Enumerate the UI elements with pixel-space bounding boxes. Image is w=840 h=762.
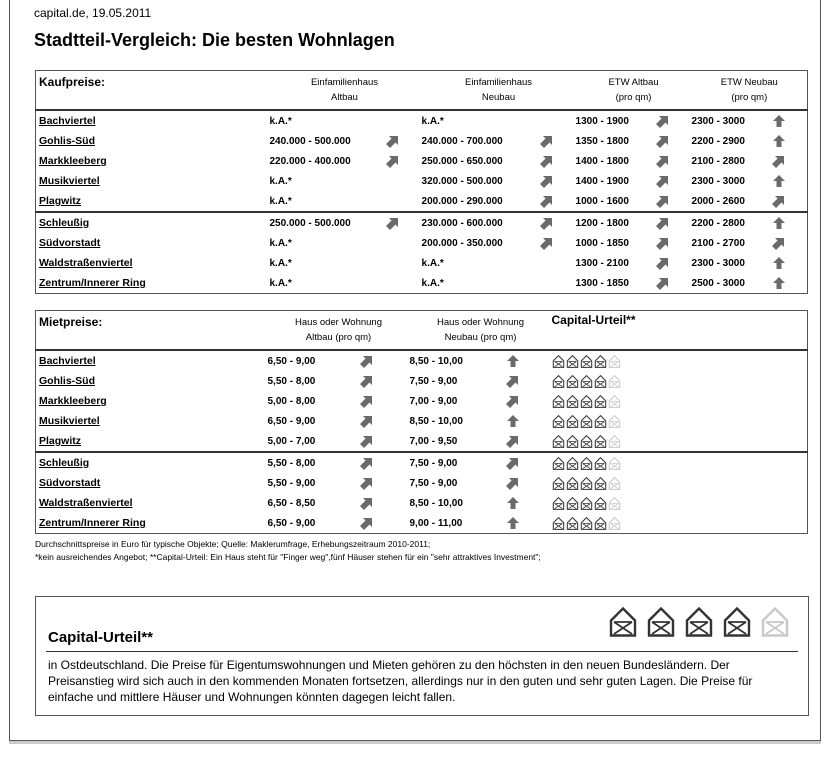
price-value: 230.000 - 600.000 xyxy=(422,212,540,233)
footnote-legend: *kein ausreichendes Angebot; **Capital-Urteil: Ein Haus steht für "Finger weg",fünf Häuser stehen für ein "sehr attraktives Investment"; xyxy=(35,552,541,562)
district-name: Schleußig xyxy=(36,452,268,473)
house-icon xyxy=(608,477,621,490)
rent-value: 8,50 - 10,00 xyxy=(409,355,463,367)
table-row xyxy=(36,151,808,171)
district-name: Gohlis-Süd xyxy=(39,135,95,147)
trend-cell xyxy=(506,493,552,513)
col-header-etw-altbau: ETW Altbau (pro qm) xyxy=(608,77,659,103)
trend-cell xyxy=(540,131,576,151)
price-value: k.A.* xyxy=(421,277,444,289)
arrow-up-right-icon xyxy=(656,154,670,168)
house-icon xyxy=(552,355,565,368)
house-icon xyxy=(608,517,621,530)
district-name: Bachviertel xyxy=(39,115,96,127)
table-row xyxy=(36,452,808,473)
rent-value: 5,00 - 8,00 xyxy=(267,395,316,407)
house-icon xyxy=(566,355,579,368)
trend-cell xyxy=(506,371,552,391)
rating-cell xyxy=(552,473,808,493)
house-icon xyxy=(594,517,607,530)
trend-cell xyxy=(540,273,576,294)
rent-value: 9,00 - 11,00 xyxy=(409,517,463,529)
rating-cell xyxy=(552,513,808,534)
trend-cell xyxy=(540,233,576,253)
arrow-up-right-icon xyxy=(540,216,554,230)
arrow-up-right-icon xyxy=(656,276,670,290)
trend-cell xyxy=(772,131,808,151)
kaufpreise-table xyxy=(35,70,808,294)
table-row xyxy=(36,431,808,452)
house-icon xyxy=(566,435,579,448)
house-icon xyxy=(608,355,621,368)
rent-value: 6,50 - 9,00 xyxy=(267,517,316,529)
price-value: k.A.* xyxy=(269,257,292,269)
house-icon xyxy=(594,457,607,470)
trend-cell xyxy=(386,233,422,253)
district-name: Südvorstadt xyxy=(39,477,101,489)
footnotes xyxy=(35,538,541,564)
house-icon xyxy=(552,395,565,408)
price-value: 1350 - 1800 xyxy=(575,135,629,147)
arrow-up-right-icon xyxy=(386,134,400,148)
district-name: Schleußig xyxy=(36,212,268,233)
trend-cell xyxy=(656,131,692,151)
arrow-up-right-icon xyxy=(656,114,670,128)
arrow-up-right-icon xyxy=(540,134,554,148)
arrow-up-right-icon xyxy=(506,374,520,388)
trend-cell xyxy=(386,253,422,273)
trend-cell xyxy=(772,191,808,212)
trend-cell xyxy=(656,151,692,171)
house-icon xyxy=(566,517,579,530)
rating-cell xyxy=(552,371,808,391)
house-icon xyxy=(684,607,714,637)
price-value: 200.000 - 290.000 xyxy=(421,195,503,207)
rating-cell xyxy=(552,452,808,473)
price-value: 240.000 - 500.000 xyxy=(269,135,351,147)
house-icon xyxy=(646,607,676,637)
table-row xyxy=(36,411,808,431)
house-icon xyxy=(608,607,638,637)
arrow-up-right-icon xyxy=(506,456,520,470)
arrow-up-icon xyxy=(506,354,520,368)
district-name: Südvorstadt xyxy=(39,237,101,249)
price-value: 2100 - 2700 xyxy=(691,237,745,249)
house-icon xyxy=(580,415,593,428)
house-icon xyxy=(552,517,565,530)
price-value: k.A.* xyxy=(269,175,292,187)
price-value: 250.000 - 500.000 xyxy=(268,212,386,233)
price-value: 2000 - 2600 xyxy=(691,195,745,207)
capital-urteil-title: Capital-Urteil** xyxy=(48,629,154,646)
district-name: Markkleeberg xyxy=(39,155,107,167)
house-icon xyxy=(594,477,607,490)
house-icon xyxy=(552,375,565,388)
price-value: 220.000 - 400.000 xyxy=(269,155,351,167)
price-value: k.A.* xyxy=(269,115,292,127)
arrow-up-right-icon xyxy=(656,236,670,250)
arrow-up-icon xyxy=(772,216,786,230)
trend-cell xyxy=(386,212,422,233)
divider xyxy=(46,651,798,652)
trend-cell xyxy=(656,110,692,131)
house-icon xyxy=(608,395,621,408)
district-name: Musikviertel xyxy=(39,175,100,187)
mietpreise-label: Mietpreise: xyxy=(39,315,103,329)
arrow-up-icon xyxy=(506,496,520,510)
trend-cell xyxy=(656,273,692,294)
rating-cell xyxy=(552,350,808,371)
capital-urteil-box xyxy=(35,596,809,716)
trend-cell xyxy=(360,391,410,411)
arrow-up-right-icon xyxy=(656,174,670,188)
trend-cell xyxy=(506,391,552,411)
trend-cell xyxy=(506,513,552,534)
table-row xyxy=(36,273,808,294)
arrow-up-right-icon xyxy=(656,134,670,148)
arrow-up-icon xyxy=(506,414,520,428)
trend-cell xyxy=(656,191,692,212)
rent-value: 8,50 - 10,00 xyxy=(409,415,463,427)
col-header-etw-neubau: ETW Neubau (pro qm) xyxy=(720,77,778,103)
price-value: k.A.* xyxy=(421,257,444,269)
arrow-up-right-icon xyxy=(360,414,374,428)
trend-cell xyxy=(506,431,552,452)
trend-cell xyxy=(386,151,422,171)
rent-value: 6,50 - 8,50 xyxy=(267,497,316,509)
district-name: Gohlis-Süd xyxy=(39,375,95,387)
table-row xyxy=(36,513,808,534)
col-header-efh-neubau: Einfamilienhaus Neubau xyxy=(464,77,533,103)
rating-cell xyxy=(552,391,808,411)
price-value: 2200 - 2900 xyxy=(691,135,745,147)
house-icon xyxy=(566,415,579,428)
trend-cell xyxy=(386,273,422,294)
trend-cell xyxy=(656,171,692,191)
trend-cell xyxy=(360,452,410,473)
rent-value: 6,50 - 9,00 xyxy=(267,415,316,427)
trend-cell xyxy=(772,233,808,253)
house-icon xyxy=(594,497,607,510)
house-icon xyxy=(594,415,607,428)
arrow-up-icon xyxy=(772,256,786,270)
arrow-up-icon xyxy=(506,516,520,530)
house-icon xyxy=(566,395,579,408)
district-name: Markkleeberg xyxy=(39,395,107,407)
trend-cell xyxy=(386,171,422,191)
arrow-up-right-icon xyxy=(506,434,520,448)
house-icon xyxy=(608,415,621,428)
price-value: 320.000 - 500.000 xyxy=(421,175,503,187)
house-icon xyxy=(580,517,593,530)
house-icon xyxy=(594,395,607,408)
price-value: 2300 - 3000 xyxy=(691,175,745,187)
rent-value: 5,00 - 7,00 xyxy=(267,435,316,447)
arrow-up-right-icon xyxy=(772,236,786,250)
district-name: Bachviertel xyxy=(39,355,96,367)
trend-cell xyxy=(360,473,410,493)
arrow-up-icon xyxy=(772,114,786,128)
price-value: k.A.* xyxy=(421,115,444,127)
table-row xyxy=(36,391,808,411)
trend-cell xyxy=(656,233,692,253)
arrow-up-icon xyxy=(772,276,786,290)
price-value: 1400 - 1800 xyxy=(575,155,629,167)
table-row xyxy=(36,253,808,273)
trend-cell xyxy=(540,151,576,171)
price-value: 2300 - 3000 xyxy=(691,115,745,127)
house-icon xyxy=(552,497,565,510)
arrow-up-right-icon xyxy=(506,394,520,408)
rating-cell xyxy=(552,431,808,452)
arrow-up-right-icon xyxy=(540,194,554,208)
trend-cell xyxy=(656,212,692,233)
price-value: 240.000 - 700.000 xyxy=(421,135,503,147)
price-value: 250.000 - 650.000 xyxy=(421,155,503,167)
capital-urteil-rating xyxy=(608,607,798,637)
trend-cell xyxy=(386,110,422,131)
price-value: 1000 - 1850 xyxy=(575,237,629,249)
trend-cell xyxy=(772,212,808,233)
house-icon xyxy=(760,607,790,637)
rating-cell xyxy=(552,493,808,513)
house-icon xyxy=(608,375,621,388)
table-row xyxy=(36,191,808,212)
price-value: 1300 - 1900 xyxy=(575,115,629,127)
rent-value: 7,50 - 9,00 xyxy=(410,452,506,473)
district-name: Musikviertel xyxy=(39,415,100,427)
trend-cell xyxy=(540,253,576,273)
district-name: Plagwitz xyxy=(39,195,82,207)
house-icon xyxy=(608,435,621,448)
house-icon xyxy=(552,435,565,448)
house-icon xyxy=(566,497,579,510)
source-date: capital.de, 19.05.2011 xyxy=(34,6,152,20)
arrow-up-right-icon xyxy=(772,194,786,208)
trend-cell xyxy=(772,253,808,273)
house-icon xyxy=(580,355,593,368)
district-name: Waldstraßenviertel xyxy=(39,257,133,269)
trend-cell xyxy=(506,452,552,473)
house-icon xyxy=(594,355,607,368)
house-icon xyxy=(566,375,579,388)
table-row xyxy=(36,131,808,151)
arrow-up-right-icon xyxy=(540,174,554,188)
house-icon xyxy=(580,457,593,470)
trend-cell xyxy=(386,191,422,212)
arrow-up-right-icon xyxy=(360,476,374,490)
price-value: 2200 - 2800 xyxy=(692,212,772,233)
arrow-up-icon xyxy=(772,134,786,148)
arrow-up-right-icon xyxy=(360,496,374,510)
price-value: 1300 - 2100 xyxy=(575,257,629,269)
house-icon xyxy=(552,477,565,490)
trend-cell xyxy=(540,171,576,191)
house-icon xyxy=(722,607,752,637)
arrow-up-right-icon xyxy=(772,154,786,168)
price-value: 1000 - 1600 xyxy=(575,195,629,207)
price-value: k.A.* xyxy=(269,277,292,289)
arrow-up-icon xyxy=(772,174,786,188)
table-row xyxy=(36,493,808,513)
trend-cell xyxy=(360,371,410,391)
arrow-up-right-icon xyxy=(656,194,670,208)
price-value: 2300 - 3000 xyxy=(691,257,745,269)
trend-cell xyxy=(540,212,576,233)
district-name: Waldstraßenviertel xyxy=(39,497,133,509)
district-name: Zentrum/Innerer Ring xyxy=(39,277,146,289)
trend-cell xyxy=(656,253,692,273)
arrow-up-right-icon xyxy=(360,456,374,470)
trend-cell xyxy=(506,473,552,493)
rent-value: 7,50 - 9,00 xyxy=(409,477,458,489)
table-row xyxy=(36,371,808,391)
price-value: k.A.* xyxy=(269,195,292,207)
kaufpreise-label: Kaufpreise: xyxy=(39,75,106,89)
house-icon xyxy=(580,477,593,490)
rent-value: 7,50 - 9,00 xyxy=(409,375,458,387)
price-value: 1300 - 1850 xyxy=(575,277,629,289)
rent-value: 7,00 - 9,50 xyxy=(409,435,458,447)
house-icon xyxy=(580,395,593,408)
price-value: 1400 - 1900 xyxy=(575,175,629,187)
house-icon xyxy=(566,477,579,490)
arrow-up-right-icon xyxy=(656,216,670,230)
trend-cell xyxy=(360,350,410,371)
trend-cell xyxy=(360,493,410,513)
arrow-up-right-icon xyxy=(506,476,520,490)
trend-cell xyxy=(772,110,808,131)
arrow-up-right-icon xyxy=(540,236,554,250)
trend-cell xyxy=(360,513,410,534)
table-row xyxy=(36,110,808,131)
house-icon xyxy=(594,375,607,388)
col-header-miete-altbau: Haus oder Wohnung Altbau (pro qm) xyxy=(295,317,382,343)
trend-cell xyxy=(506,350,552,371)
col-header-efh-altbau: Einfamilienhaus Altbau xyxy=(310,77,379,103)
trend-cell xyxy=(772,273,808,294)
house-icon xyxy=(580,435,593,448)
district-name: Zentrum/Innerer Ring xyxy=(39,517,146,529)
price-value: 200.000 - 350.000 xyxy=(421,237,503,249)
trend-cell xyxy=(540,110,576,131)
trend-cell xyxy=(506,411,552,431)
arrow-up-right-icon xyxy=(360,394,374,408)
house-icon xyxy=(566,457,579,470)
trend-cell xyxy=(360,411,410,431)
trend-cell xyxy=(772,151,808,171)
table-row xyxy=(36,473,808,493)
arrow-up-right-icon xyxy=(360,374,374,388)
arrow-up-right-icon xyxy=(360,516,374,530)
arrow-up-right-icon xyxy=(386,154,400,168)
col-header-miete-neubau: Haus oder Wohnung Neubau (pro qm) xyxy=(437,317,524,343)
rent-value: 5,50 - 9,00 xyxy=(267,477,316,489)
rent-value: 6,50 - 9,00 xyxy=(267,355,316,367)
house-icon xyxy=(594,435,607,448)
arrow-up-right-icon xyxy=(656,256,670,270)
page-title: Stadtteil-Vergleich: Die besten Wohnlagen xyxy=(34,30,395,50)
trend-cell xyxy=(386,131,422,151)
arrow-up-right-icon xyxy=(360,354,374,368)
rent-value: 5,50 - 8,00 xyxy=(267,375,316,387)
house-icon xyxy=(552,457,565,470)
district-name: Plagwitz xyxy=(39,435,82,447)
table-row xyxy=(36,212,808,233)
rating-cell xyxy=(552,411,808,431)
house-icon xyxy=(608,497,621,510)
table-row xyxy=(36,350,808,371)
trend-cell xyxy=(540,191,576,212)
house-icon xyxy=(608,457,621,470)
price-value: 2500 - 3000 xyxy=(691,277,745,289)
capital-urteil-text: in Ostdeutschland. Die Preise für Eigentumswohnungen und Mieten gehören zu den höchsten in den neuen Bundesländern. Der Preisanstieg wird sich auch in den kommenden Monaten fortsetzen, allerdings nur in den guten und sehr guten Lagen. Die Preise für einfache und mittlere Häuser und Wohnungen könnten dagegen leicht fallen. xyxy=(48,658,753,704)
footnote-source: Durchschnittspreise in Euro für typische Objekte; Quelle: Maklerumfrage, Erhebungszeitraum 2010-2011; xyxy=(35,539,431,549)
rent-value: 7,00 - 9,00 xyxy=(409,395,458,407)
arrow-up-right-icon xyxy=(360,434,374,448)
col-header-capital-urteil: Capital-Urteil** xyxy=(551,313,636,327)
arrow-up-right-icon xyxy=(540,154,554,168)
price-value: 1200 - 1800 xyxy=(576,212,656,233)
mietpreise-table xyxy=(35,310,808,534)
trend-cell xyxy=(360,431,410,452)
house-icon xyxy=(580,497,593,510)
arrow-up-right-icon xyxy=(386,216,400,230)
house-icon xyxy=(552,415,565,428)
price-value: k.A.* xyxy=(269,237,292,249)
rent-value: 5,50 - 8,00 xyxy=(268,452,360,473)
rent-value: 8,50 - 10,00 xyxy=(409,497,463,509)
table-row xyxy=(36,233,808,253)
house-icon xyxy=(580,375,593,388)
trend-cell xyxy=(772,171,808,191)
table-row xyxy=(36,171,808,191)
price-value: 2100 - 2800 xyxy=(691,155,745,167)
